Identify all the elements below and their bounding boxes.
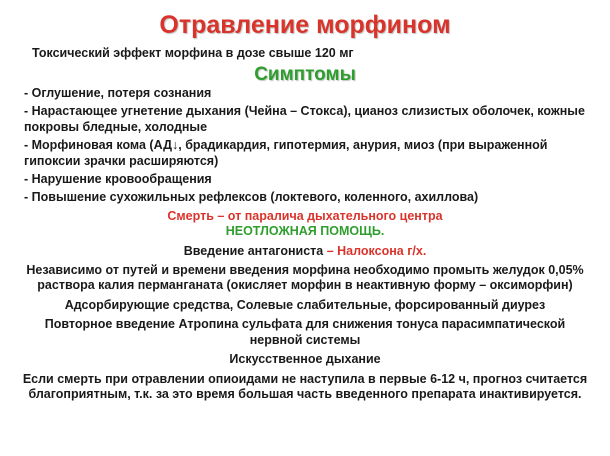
list-item: - Повышение сухожильных рефлексов (локтевого, коленного, ахиллова) <box>24 190 479 205</box>
adsorbents-text: Адсорбирующие средства, Солевые слабительные, форсированный диурез <box>64 297 546 312</box>
symptoms-heading: Симптомы <box>254 64 356 85</box>
symptoms-list <box>18 86 592 206</box>
prognosis-text: Если смерть при отравлении опиоидами не наступила в первые 6-12 ч, прогноз считается благоприятным, т.к. за это время большая часть введенного препарата инактивируется. <box>22 371 588 401</box>
gastric-lavage-text: Независимо от путей и времени введения морфина необходимо промыть желудок 0,05% раствора калия перманганата (окисляет морфин в неактивную форму – оксиморфин) <box>26 263 584 293</box>
ventilation-text: Искусственное дыхание <box>229 352 381 367</box>
list-item: - Морфиновая кома (АД↓, брадикардия, гипотермия, анурия, миоз (при выраженной гипоксии зрачки расширяются) <box>24 138 548 168</box>
antagonist-prefix: Введение антагониста <box>183 243 327 258</box>
intro-text: Токсический эффект морфина в дозе свыше 120 мг <box>32 46 354 60</box>
antagonist-line <box>18 244 592 259</box>
antagonist-drug: – Налоксона г/х. <box>326 243 427 258</box>
atropine-text: Повторное введение Атропина сульфата для снижения тонуса парасимпатической нервной системы <box>44 317 566 347</box>
list-item: - Нарушение кровообращения <box>24 172 212 187</box>
list-item: - Оглушение, потеря сознания <box>24 86 212 100</box>
emergency-heading: НЕОТЛОЖНАЯ ПОМОЩЬ. <box>225 224 385 239</box>
list-item: - Нарастающее угнетение дыхания (Чейна – Стокса), цианоз слизистых оболочек, кожные покровы бледные, холодные <box>24 104 585 134</box>
death-cause: Смерть – от паралича дыхательного центра <box>167 208 443 223</box>
page-title: Отравление морфином <box>159 11 451 39</box>
